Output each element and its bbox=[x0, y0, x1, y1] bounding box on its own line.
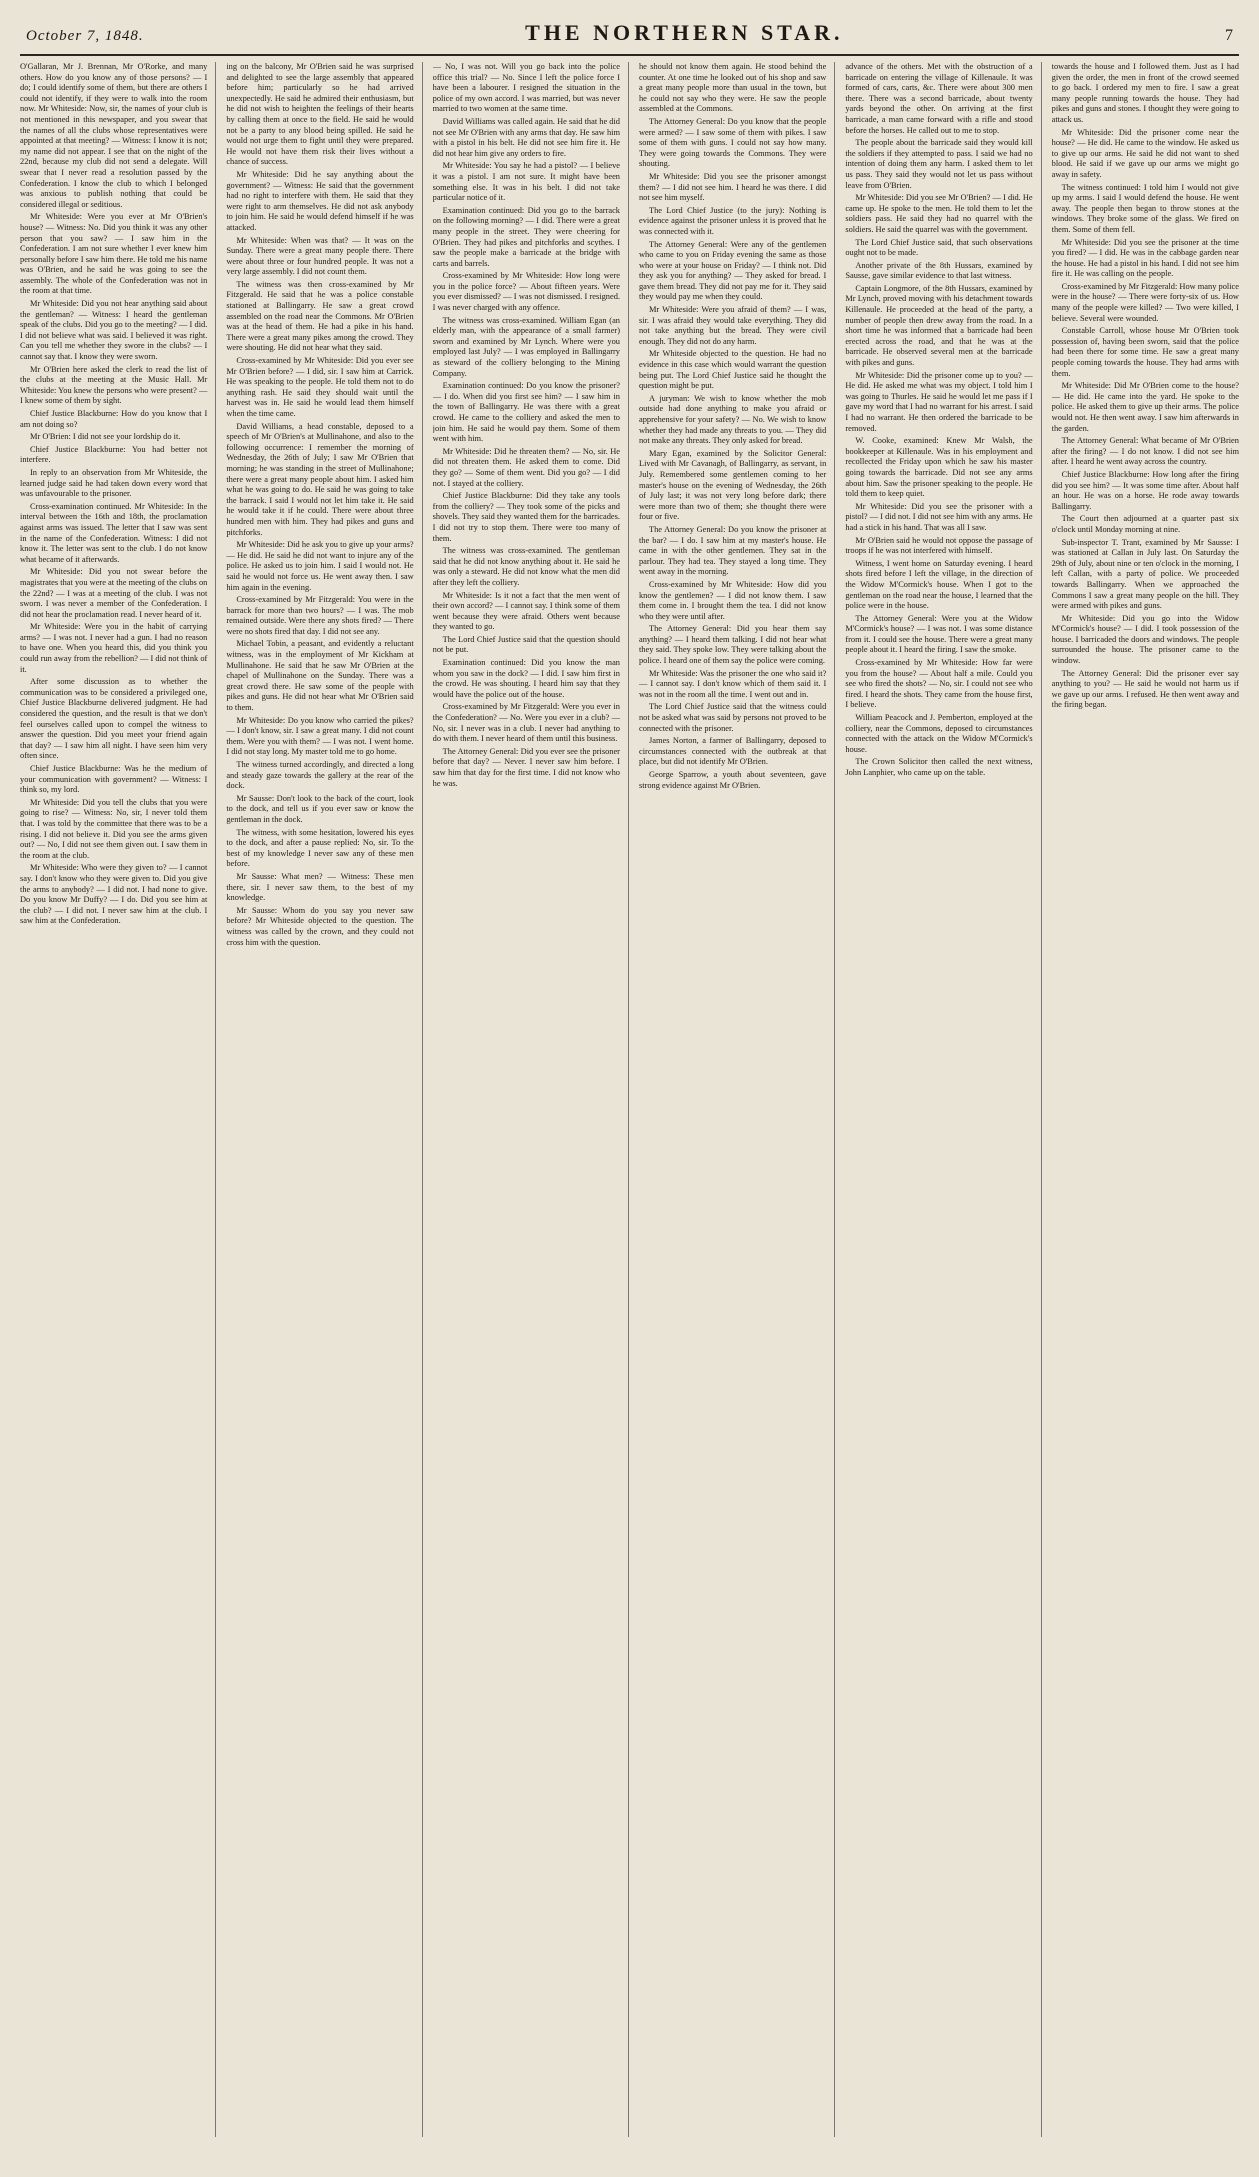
article-paragraph: The Attorney General: Do you know that the people were armed? — I saw some of them with pikes. I saw some of them with guns. I could not say how many. They were going towards the Commons. They were shouting. bbox=[638, 116, 827, 169]
article-paragraph: The Attorney General: Did you hear them say anything? — I heard them talking. I did not hear what they said. They spoke low. They were talking about the police. I heard one of them say the police were coming. bbox=[638, 624, 827, 666]
article-paragraph: The Lord Chief Justice said, that such observations ought not to be made. bbox=[845, 237, 1033, 258]
article-paragraph: Witness, I went home on Saturday evening. I heard shots fired before I left the village, in the direction of the Widow M'Cormick's house. When I got to the gentleman on the road near the house, I learned that the police were in the house. bbox=[845, 558, 1033, 611]
article-paragraph: Mr Whiteside: Did you see the prisoner at the time you fired? — I did. He was in the cabbage garden near the house. He had a pistol in his hand. I did not see him fire it. He was calling on the people. bbox=[1051, 237, 1239, 279]
article-paragraph: After some discussion as to whether the communication was to be considered a privileged one, Chief Justice Blackburne delivered judgment. He had considered the question, and the result is that we don't feel ourselves called upon to compel the witness to answer the question. Did you meet your friend again that day? — I saw him all night. I have seen him very often since. bbox=[20, 677, 208, 761]
article-paragraph: The witness was then cross-examined by Mr Fitzgerald. He said that he was a police constable stationed at Ballingarry. He saw a great crowd assembled on the road near the Commons. Mr O'Brien was at the head of them. He had a pike in his hand. There were a great many pikes among the crowd. They were shouting. He did not hear what they said. bbox=[226, 279, 414, 353]
column-1 bbox=[20, 62, 216, 2137]
article-paragraph: The Court then adjourned at a quarter past six o'clock until Monday morning at nine. bbox=[1051, 514, 1239, 534]
page-number: 7 bbox=[1225, 27, 1233, 44]
article-paragraph: ing on the balcony, Mr O'Brien said he was surprised and delighted to see the large assembly that appeared before him; particularly so he had arrived unexpectedly. He said he admired their enthusiasm, but he did not wish to heighten the feelings of their hearts by calling them at once to the field. He said he would not be a party to any blood being spilled. He said he would not urge them to fight until they were prepared. He would not have them risk their lives without a chance of success. bbox=[226, 62, 414, 167]
article-paragraph: W. Cooke, examined: Knew Mr Walsh, the bookkeeper at Killenaule. Was in his employment and recollected the Friday upon which he saw his master going towards the barricade. Did not see any arms about him. Saw the prisoner speaking to the people. He told them to keep quiet. bbox=[845, 436, 1033, 499]
article-paragraph: The Attorney General: Were any of the gentlemen who came to you on Friday evening the same as those who were at your house on Friday? — I think not. Did they ask you for anything? — They asked for bread. I gave them bread. They did not pay me for it. They said they would pay me when they could. bbox=[638, 239, 827, 302]
article-paragraph: The witness, with some hesitation, lowered his eyes to the dock, and after a pause replied: No, sir. To the best of my knowledge I never saw any of these men before. bbox=[226, 827, 414, 869]
article-paragraph: Mr Whiteside: Did the prisoner come near the house? — He did. He came to the window. He asked us to give up our arms. He said he did not want to shed blood. He said if we gave up our arms we might go away in safety. bbox=[1051, 127, 1239, 179]
masthead bbox=[20, 20, 1239, 56]
newspaper-title: THE NORTHERN STAR. bbox=[525, 20, 844, 45]
article-paragraph: The witness continued: I told him I would not give up my arms. I said I would defend the house. He went away. The people then began to throw stones at the windows. They broke some of the glass. We fired on them. Some of them fell. bbox=[1051, 182, 1239, 234]
article-paragraph: towards the house and I followed them. Just as I had given the order, the men in front of the crowd seemed to go back. I ordered my men to fire. I saw a great many people running towards the house. They had pikes and guns and stones. I thought they were going to attack us. bbox=[1051, 62, 1239, 124]
article-paragraph: Cross-examined by Mr Whiteside: How did you know the gentlemen? — I did not know them. I saw them come in. I brought them the tea. I did not know who they were until after. bbox=[638, 579, 827, 621]
article-paragraph: Mr Whiteside: Did you not swear before the magistrates that you were at the meeting of the clubs on the 22nd? — I was at a meeting of the club. I was not sworn. I was never a member of the Confederation. I did not hear the proclamation read. I never heard of it. bbox=[20, 567, 208, 619]
article-paragraph: James Norton, a farmer of Ballingarry, deposed to circumstances connected with the outbreak at that place, but did not identify Mr O'Brien. bbox=[638, 736, 827, 767]
article-paragraph: The witness was cross-examined. The gentleman said that he did not know anything about it. He said he was only a steward. He did not know what the men did after they left the colliery. bbox=[432, 546, 620, 587]
article-paragraph: Mr Whiteside: Is it not a fact that the men went of their own accord? — I cannot say. I think some of them went because they were afraid. Others went because they wanted to go. bbox=[432, 590, 620, 632]
article-paragraph: Mr Whiteside: Did you go into the Widow M'Cormick's house? — I did. I took possession of the house. I barricaded the doors and windows. The people surrounded the house. The prisoner came to the window. bbox=[1051, 613, 1239, 666]
article-paragraph: Mr O'Brien said he would not oppose the passage of troops if he was not interfered with himself. bbox=[845, 535, 1033, 556]
article-paragraph: In reply to an observation from Mr Whiteside, the learned judge said he had taken down every word that was unfavourable to the prisoner. bbox=[20, 467, 208, 499]
article-paragraph: The Crown Solicitor then called the next witness, John Lanphier, who came up on the table. bbox=[845, 757, 1033, 777]
article-paragraph: Mr Whiteside: Who were they given to? — I cannot say. I don't know who they were given to. Did you give the arms to anybody? — I did not. I had none to give. Do you know Mr Duffy? — I do. Did you see him at the club? — I did not. I never saw him at the club. I saw him at the Confederation. bbox=[20, 863, 208, 926]
article-paragraph: Mr Whiteside: Did he threaten them? — No, sir. He did not threaten them. He asked them to come. Did they go? — Some of them went. Did you go? — I did not. I stayed at the colliery. bbox=[432, 446, 620, 488]
article-paragraph: Mr Whiteside: When was that? — It was on the Sunday. There were a great many people there. There were about three or four hundred people. It was not a very large assembly. I did not count them. bbox=[226, 235, 414, 277]
article-paragraph: William Peacock and J. Pemberton, employed at the colliery, near the Commons, deposed to circumstances connected with the attack on the Widow M'Cormick's house. bbox=[845, 713, 1033, 754]
article-paragraph: The Lord Chief Justice said that the witness could not be asked what was said by persons not proved to be connected with the prisoner. bbox=[638, 702, 827, 733]
article-paragraph: Mr Whiteside: Did you tell the clubs that you were going to rise? — Witness: No, sir, I never told them that. I was told by the committee that there was to be a rising. I did not believe it. Did you see the arms given out? — No, I did not see them given out. I saw them in the room at the club. bbox=[20, 797, 208, 860]
article-paragraph: Cross-examined by Mr Fitzgerald: Were you ever in the Confederation? — No. Were you ever in a club? — No, sir. I never was in a club. I never had anything to do with them. I never heard of them until this business. bbox=[432, 702, 620, 744]
article-paragraph: Mr Sausse: What men? — Witness: These men there, sir. I never saw them, to the best of my knowledge. bbox=[226, 871, 414, 903]
article-paragraph: Constable Carroll, whose house Mr O'Brien took possession of, having been sworn, said that the police had been there for some time. He saw a great many people coming towards the house. They had arms with them. bbox=[1051, 326, 1239, 378]
article-paragraph: Mr Whiteside: Did you see Mr O'Brien? — I did. He came up. He spoke to the men. He told them to let the soldiers pass. He said they had no quarrel with the soldiers. He said the quarrel was with the government. bbox=[845, 193, 1033, 234]
column-3 bbox=[433, 62, 629, 2137]
article-paragraph: Cross-examined by Mr Whiteside: Did you ever see Mr O'Brien before? — I did, sir. I saw him at Carrick. He was speaking to the people. He told them not to do anything rash. He said they should wait until the harvest was in. He said he would lead them himself when the time came. bbox=[226, 356, 414, 418]
article-paragraph: Mr Whiteside: Do you know who carried the pikes? — I don't know, sir. I saw a great many. I did not count them. Were you with them? — I was not. I went home. I did not stay long. My master told me to go home. bbox=[226, 715, 414, 757]
article-paragraph: Cross-examination continued. Mr Whiteside: In the interval between the 16th and 18th, the proclamation against arms was issued. The letter that I saw was sent in the name of the Confederation. Witness: I did not know it. The letter was sent to the club. I do not know what became of it afterwards. bbox=[20, 501, 208, 564]
article-paragraph: Mr Whiteside: Was the prisoner the one who said it? — I cannot say. I don't know which of them said it. I was not in the room all the time. I went out and in. bbox=[638, 668, 827, 699]
article-paragraph: The Lord Chief Justice said that the question should not be put. bbox=[432, 634, 620, 655]
article-paragraph: Cross-examined by Mr Whiteside: How long were you in the police force? — About fifteen years. Were you ever dismissed? — I was not dismissed. I resigned. I was never charged with any offence. bbox=[432, 271, 620, 313]
article-paragraph: Chief Justice Blackburne: How do you know that I am not doing so? bbox=[20, 409, 208, 429]
article-paragraph: Mr Whiteside: Did you not hear anything said about the gentleman? — Witness: I heard the gentleman speak of the clubs. Did you go to the meeting? — I did. I did not believe what was said. I believed it was right. Can you tell me whether they swore in the clubs? — I cannot say that. I know they were sworn. bbox=[20, 299, 208, 362]
article-paragraph: Examination continued: Did you go to the barrack on the following morning? — I did. There were a great many people in the street. They were cheering for O'Brien. They had pikes and pitchforks and scythes. I saw the people make a barricade at the bridge with carts and barrels. bbox=[432, 205, 620, 268]
article-paragraph: Mr Whiteside: Did you see the prisoner with a pistol? — I did not. I did not see him with any arms. He had a stick in his hand. That was all I saw. bbox=[845, 501, 1033, 532]
article-paragraph: Mr Whiteside: Did Mr O'Brien come to the house? — He did. He came into the yard. He spoke to the police. He asked them to give up their arms. The police would not. He then went away. I saw him afterwards in the garden. bbox=[1051, 381, 1239, 433]
column-2 bbox=[226, 62, 422, 2137]
article-paragraph: Chief Justice Blackburne: How long after the firing did you see him? — It was some time after. About half an hour. He was on a horse. He rode away towards Ballingarry. bbox=[1051, 469, 1239, 511]
article-paragraph: Examination continued: Do you know the prisoner? — I do. When did you first see him? — I saw him in the town of Ballingarry. He was there with a great crowd. He came to the colliery and asked the men to join him. He said he would pay them. Some of them went with him. bbox=[432, 381, 620, 444]
article-paragraph: — No, I was not. Will you go back into the police office this trial? — No. Since I left the police force I have been a labourer. I resigned the situation in the police of my own accord. I was married, but was never married to two women at the same time. bbox=[432, 62, 620, 114]
article-paragraph: The Lord Chief Justice (to the jury): Nothing is evidence against the prisoner unless it is proved that he was connected with it. bbox=[638, 205, 827, 236]
article-paragraph: The Attorney General: Do you know the prisoner at the bar? — I do. I saw him at my master's house. He came in with the other gentlemen. They sat in the parlour. They had tea. They stayed a long time. They went away in the morning. bbox=[638, 524, 827, 577]
article-paragraph: The people about the barricade said they would kill the soldiers if they attempted to pass. I said we had no intention of doing them any harm. I asked them to let us pass. They said they would not let us pass without leave from O'Brien. bbox=[845, 138, 1033, 190]
article-paragraph: Mr Sausse: Whom do you say you never saw before? Mr Whiteside objected to the question. The witness was called by the crown, and they could not cross him with the question. bbox=[226, 905, 414, 947]
article-paragraph: Mr Whiteside: Did you see the prisoner amongst them? — I did not see him. I heard he was there. I did not see him myself. bbox=[638, 171, 827, 203]
article-paragraph: Mr O'Brien here asked the clerk to read the list of the clubs at the meeting at the Music Hall. Mr Whiteside: You knew the persons who were present? — I knew some of them by sight. bbox=[20, 364, 208, 406]
article-paragraph: Cross-examined by Mr Fitzgerald: How many police were in the house? — There were forty-six of us. How many of the people were killed? — Two were killed, I believe. Several were wounded. bbox=[1051, 281, 1239, 323]
article-paragraph: Mr Whiteside: Did he ask you to give up your arms? — He did. He said he did not want to injure any of the police. He asked us to join him. I said I would not. He said he would not force us. He went away then. I saw him again in the evening. bbox=[226, 540, 414, 592]
article-paragraph: Chief Justice Blackburne: You had better not interfere. bbox=[20, 444, 208, 465]
article-paragraph: The Attorney General: What became of Mr O'Brien after the firing? — I do not know. I did not see him after. I heard he went away across the country. bbox=[1051, 436, 1239, 467]
article-paragraph: Chief Justice Blackburne: Was he the medium of your communication with government? — Witness: I think so, my lord. bbox=[20, 764, 208, 795]
article-paragraph: David Williams, a head constable, deposed to a speech of Mr O'Brien's at Mullinahone, and also to the following occurrence: I remember the morning of Wednesday, the 26th of July; I saw Mr O'Brien that morning; he was standing in the street of Mullinahone; there were a great many people about him. I asked him what he was going to do. He said he was going to take the barrack. I said I would not let him take it. He said he would take it if he could. There were about three hundred men with him. They had pikes and guns and pitchforks. bbox=[226, 421, 414, 537]
article-paragraph: O'Gallaran, Mr J. Brennan, Mr O'Rorke, and many others. How do you know any of those persons? — I do; I could identify some of them, but there are others I could not identify, if they were to walk into the room now. Mr Whiteside: Now, sir, the names of your club is not mentioned in this newspaper, and you swear that the names of all the clubs whose representatives were appointed at that meeting? — Witness: I know it is not; my name did not appear. I see that on the night of the 22nd, because my club did not send a delegate. Will swear that I never read a resolution passed by the Confederation. I know the club to which I belonged was anxious to publish nothing that could be considered illegal or seditious. bbox=[20, 62, 208, 209]
article-paragraph: The witness turned accordingly, and directed a long and steady gaze towards the gallery at the rear of the dock. bbox=[226, 760, 414, 791]
article-paragraph: Mr Whiteside: Did the prisoner come up to you? — He did. He asked me what was my object. I told him I was going to Thurles. He said he would let me pass if I gave my word that I had no warrant for his arrest. I said I had no warrant. He then ordered the barricade to be removed. bbox=[845, 370, 1033, 433]
article-paragraph: Another private of the 8th Hussars, examined by Sausse, gave similar evidence to that last witness. bbox=[845, 260, 1033, 281]
article-paragraph: Mr O'Brien: I did not see your lordship do it. bbox=[30, 432, 181, 442]
column-5 bbox=[845, 62, 1041, 2137]
article-paragraph: Mr Whiteside: You say he had a pistol? — I believe it was a pistol. I am not sure. It might have been something else. It was in his belt. I did not take particular notice of it. bbox=[432, 161, 620, 203]
article-paragraph: Chief Justice Blackburne: Did they take any tools from the colliery? — They took some of the picks and shovels. They said they wanted them for the barricades. I did not try to stop them. There were too many of them. bbox=[432, 491, 620, 543]
article-paragraph: Mr Whiteside: Did he say anything about the government? — Witness: He said that the government had no right to interfere with them. He said that they were right to arm themselves. He did not ask anybody to join him. He said he would defend himself if he was attacked. bbox=[226, 169, 414, 232]
article-paragraph: A juryman: We wish to know whether the mob outside had done anything to make you afraid or apprehensive for your safety? — No. We wish to know whether they had made any threats to you. — They did not make any threats. They only asked for bread. bbox=[638, 393, 827, 446]
article-paragraph: Michael Tobin, a peasant, and evidently a reluctant witness, was in the employment of Mr Kickham at Mullinahone. He said that he saw Mr O'Brien at the chapel of Mullinahone on the Sunday. There was a great crowd there. He saw some of the people with pikes and guns. He did not hear what Mr O'Brien said to them. bbox=[226, 639, 414, 713]
article-paragraph: The witness was cross-examined. William Egan (an elderly man, with the appearance of a small farmer) sworn and examined by Mr Lynch. Where were you employed last July? — I was employed in Ballingarry as steward of the colliery belonging to the Mining Company. bbox=[432, 315, 620, 378]
article-paragraph: The Attorney General: Did you ever see the prisoner before that day? — Never. I never saw him before. I saw him that day for the first time. I did not know who he was. bbox=[432, 746, 620, 788]
article-paragraph: David Williams was called again. He said that he did not see Mr O'Brien with any arms that day. He saw him with a pistol in his belt. He did not see him fire it. He did not hear him give any orders to fire. bbox=[432, 116, 620, 158]
article-paragraph: Cross-examined by Mr Whiteside: How far were you from the house? — About half a mile. Could you see who fired the shots? — No, sir. I could not see who fired. I heard the shots. They came from the house first, I believe. bbox=[845, 658, 1033, 710]
article-paragraph: Mr Whiteside: Were you in the habit of carrying arms? — I was not. I never had a gun. I had no reason to have one. When you heard this, did you think you could run away from the rebellion? — I did not think of it. bbox=[20, 622, 208, 674]
article-paragraph: George Sparrow, a youth about seventeen, gave strong evidence against Mr O'Brien. bbox=[638, 770, 827, 790]
article-paragraph: Mr Whiteside objected to the question. He had no evidence in this case which would warrant the question being put. The Lord Chief Justice said he thought the question might be put. bbox=[638, 349, 827, 391]
article-paragraph: advance of the others. Met with the obstruction of a barricade on entering the village of Killenaule. It was formed of cars, carts, &c. There were about 300 men there. There was a second barricade, about twenty yards beyond the other. On arriving at the first barricade, a man came forward with a rifle and stood before the horses. He called out to me to stop. bbox=[845, 62, 1033, 135]
article-columns bbox=[20, 62, 1239, 2137]
article-paragraph: The Attorney General: Were you at the Widow M'Cormick's house? — I was not. I was some distance from it. I could see the house. There were a great many people about it. I heard the firing. I saw the smoke. bbox=[845, 613, 1033, 655]
article-paragraph: Captain Longmore, of the 8th Hussars, examined by Mr Lynch, proved moving with his detachment towards Killenaule. He proceeded at the head of the party, a number of people then drew away from the road. In a short time he was informed that a barricade had been erected across the road, and that he was at the barricade. He observed several men at the barricade with pikes and guns. bbox=[845, 283, 1033, 368]
article-paragraph: Mr Whiteside: Were you afraid of them? — I was, sir. I was afraid they would take everything. They did not take anything but the bread. They were civil enough. They did not do any harm. bbox=[638, 305, 827, 346]
article-paragraph: he should not know them again. He stood behind the counter. At one time he looked out of his shop and saw a great many people more than usual in the town, but he could not say who they were. He saw the people assembled at the Commons. bbox=[638, 62, 827, 114]
article-paragraph: Mary Egan, examined by the Solicitor General: Lived with Mr Cavanagh, of Ballingarry, as servant, in July. Remembered some gentlemen coming to her master's house on the evening of Wednesday, the 26th of July last; it was not very long before dark; there were more than two of them; she thought there were four or five. bbox=[638, 448, 827, 522]
article-paragraph: Sub-inspector T. Trant, examined by Mr Sausse: I was stationed at Callan in July last. On Saturday the 29th of July, about nine or ten o'clock in the morning, I left Callan, with a party of police. We proceeded towards Ballingarry. When we approached the Commons I saw a great many people on the hill. They were armed with pikes and guns. bbox=[1051, 537, 1239, 611]
article-paragraph: Cross-examined by Mr Fitzgerald: You were in the barrack for more than two hours? — I was. The mob remained outside. Were there any shots fired? — There were no shots fired that day. I did not see any. bbox=[226, 595, 414, 636]
article-paragraph: The Attorney General: Did the prisoner ever say anything to you? — He said he would not harm us if we gave up our arms. I refused. He then went away and the firing began. bbox=[1051, 668, 1239, 710]
issue-date: October 7, 1848. bbox=[26, 28, 144, 44]
article-paragraph: Mr Sausse: Don't look to the back of the court, look to the dock, and tell us if you ever saw or know the gentleman in the dock. bbox=[226, 793, 414, 824]
article-paragraph: Mr Whiteside: Were you ever at Mr O'Brien's house? — Witness: No. Did you think it was any other person that you saw? — I saw him in the Confederation. I am not sure whether I ever knew him personally before I saw him there. He told me his name was O'Brien, and he said he was going to see the assembly. The whole of the Confederation was not in the room at that time. bbox=[20, 212, 208, 296]
newspaper-page bbox=[20, 20, 1239, 2137]
article-paragraph: Examination continued: Did you know the man whom you saw in the dock? — I did. I saw him first in the crowd. He was shouting. I heard him say that they would have the police out of the house. bbox=[432, 658, 620, 699]
column-4 bbox=[639, 62, 835, 2137]
column-6 bbox=[1052, 62, 1239, 2137]
